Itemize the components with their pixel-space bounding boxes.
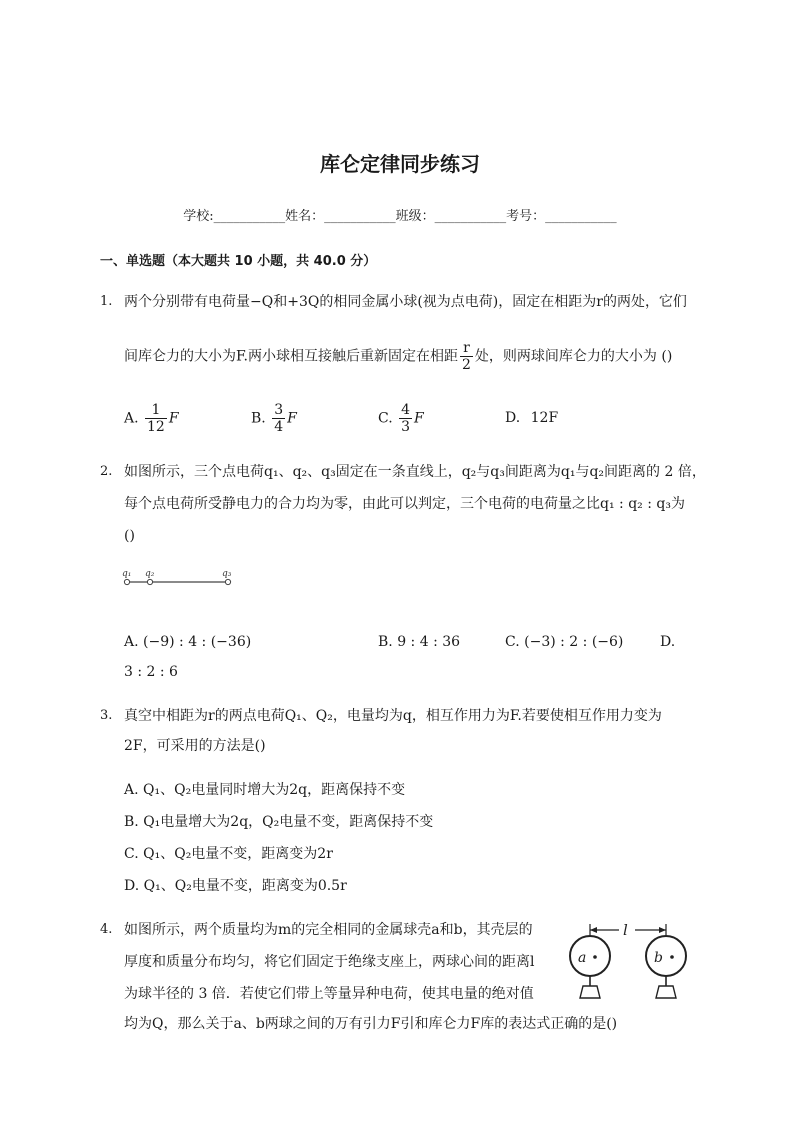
- option-label: B.: [124, 814, 139, 830]
- option-label: B.: [378, 634, 393, 650]
- question-text-part: 处，则两球间库仑力的大小为 (): [474, 348, 673, 365]
- charge-point-q1: [124, 579, 129, 584]
- question-text-line: 如图所示，三个点电荷q₁、q₂、q₃固定在一条直线上，q₂与q₃间距离为q₁与q₂间距离的 2 倍，: [124, 464, 706, 480]
- option-text: Q₁、Q₂电量同时增大为2q，距离保持不变: [143, 782, 406, 798]
- option-label: D.: [660, 634, 676, 650]
- question-text-line: (): [124, 528, 135, 544]
- option-text: (−9) : 4 : (−36): [143, 634, 252, 650]
- fraction-numerator: r: [460, 340, 473, 357]
- question-text-line: 2F，可采用的方法是(): [124, 738, 266, 754]
- charge-point-q2: [147, 579, 152, 584]
- stand-b-base: [656, 986, 676, 998]
- question-text-line: 均为Q，那么关于a、b两球之间的万有引力F引和库仑力F库的表达式正确的是(): [124, 1016, 618, 1032]
- fraction-numerator: 3: [274, 402, 284, 418]
- option-c[interactable]: [378, 402, 424, 435]
- charge-label-q3: q₃: [222, 569, 232, 579]
- question-text-line: 厚度和质量分布均匀，将它们固定于绝缘支座上，两球心间的距离l: [124, 954, 535, 970]
- sphere-a: [570, 936, 610, 976]
- fraction: [399, 402, 412, 435]
- question-number: 1.: [100, 294, 113, 309]
- sphere-b-label: b: [654, 950, 663, 966]
- stand-a-base: [580, 986, 600, 998]
- option-a[interactable]: [124, 780, 405, 800]
- option-suffix: F: [414, 410, 424, 427]
- question-number: 2.: [100, 464, 113, 479]
- option-a[interactable]: [124, 402, 179, 435]
- option-b[interactable]: [251, 402, 297, 435]
- sphere-b-center: [670, 955, 674, 959]
- question-number: 4.: [100, 922, 113, 937]
- section-heading: 一、单选题（本大题共 10 小题，共 40.0 分）: [100, 254, 377, 269]
- option-text: (−3) : 2 : (−6): [524, 634, 624, 650]
- student-info-line: 学校:___________姓名：___________班级：___________考号：___________: [183, 209, 617, 224]
- charge-label-q2: q₂: [145, 569, 155, 579]
- fraction-denominator: 12: [147, 419, 165, 435]
- option-text: Q₁电量增大为2q，Q₂电量不变，距离保持不变: [143, 814, 434, 830]
- option-label: D.: [505, 410, 521, 426]
- option-label: C.: [505, 634, 520, 650]
- fraction-numerator: 1: [145, 402, 167, 419]
- fraction-denominator: 2: [461, 357, 471, 373]
- option-suffix: F: [168, 410, 179, 427]
- arrowhead-left: [590, 927, 597, 933]
- question-text-part: 间库仑力的大小为F.两小球相互接触后重新固定在相距: [124, 348, 458, 365]
- two-spheres-figure: [566, 912, 696, 1006]
- page-title: 库仑定律同步练习: [320, 152, 480, 176]
- option-label: A.: [124, 782, 139, 798]
- option-d[interactable]: [505, 408, 558, 428]
- option-label: C.: [124, 846, 139, 862]
- charge-label-q1: q₁: [122, 569, 132, 579]
- sphere-a-label: a: [578, 950, 587, 966]
- question-text-line: 为球半径的 3 倍．若使它们带上等量异种电荷，使其电量的绝对值: [124, 986, 534, 1002]
- question-text-line: 如图所示，两个质量均为m的完全相同的金属球壳a和b，其壳层的: [124, 922, 533, 938]
- arrowhead-right: [659, 927, 666, 933]
- option-b[interactable]: [124, 812, 433, 832]
- option-label: C.: [378, 410, 393, 427]
- option-text: 12F: [530, 410, 559, 426]
- charge-point-q3: [225, 579, 230, 584]
- option-c[interactable]: [124, 844, 333, 864]
- question-number: 3.: [100, 708, 113, 723]
- option-label: D.: [124, 878, 140, 894]
- sphere-b: [646, 936, 686, 976]
- option-d[interactable]: [660, 632, 675, 652]
- option-b[interactable]: [378, 632, 460, 652]
- fraction: [272, 402, 285, 435]
- fraction-denominator: 4: [274, 419, 284, 435]
- option-a[interactable]: [124, 632, 251, 652]
- option-c[interactable]: [505, 632, 623, 652]
- option-d-text[interactable]: 3 : 2 : 6: [124, 664, 178, 680]
- three-charges-figure: [118, 566, 248, 590]
- sphere-a-center: [593, 955, 597, 959]
- option-d[interactable]: [124, 876, 347, 896]
- question-text-line: 两个分别带有电荷量−Q和+3Q的相同金属小球(视为点电荷)，固定在相距为r的两处，它们: [124, 294, 687, 310]
- option-text: Q₁、Q₂电量不变，距离变为0.5r: [143, 878, 347, 894]
- fraction-numerator: 4: [401, 402, 411, 418]
- question-text-line: 每个点电荷所受静电力的合力均为零，由此可以判定，三个电荷的电荷量之比q₁ : q₂ : q₃为: [124, 496, 685, 512]
- fraction: [145, 402, 167, 435]
- option-label: A.: [124, 634, 139, 650]
- question-text-line: 真空中相距为r的两点电荷Q₁、Q₂，电量均为q，相互作用力为F.若要使相互作用力变为: [124, 708, 662, 724]
- fraction: [460, 340, 473, 373]
- distance-label: l: [623, 921, 628, 939]
- option-text: Q₁、Q₂电量不变，距离变为2r: [143, 846, 333, 862]
- option-label: B.: [251, 410, 266, 427]
- option-label: A.: [124, 410, 139, 427]
- fraction-denominator: 3: [401, 419, 411, 435]
- question-text-line: [124, 340, 672, 373]
- option-text: 9 : 4 : 36: [397, 634, 461, 650]
- option-suffix: F: [287, 410, 297, 427]
